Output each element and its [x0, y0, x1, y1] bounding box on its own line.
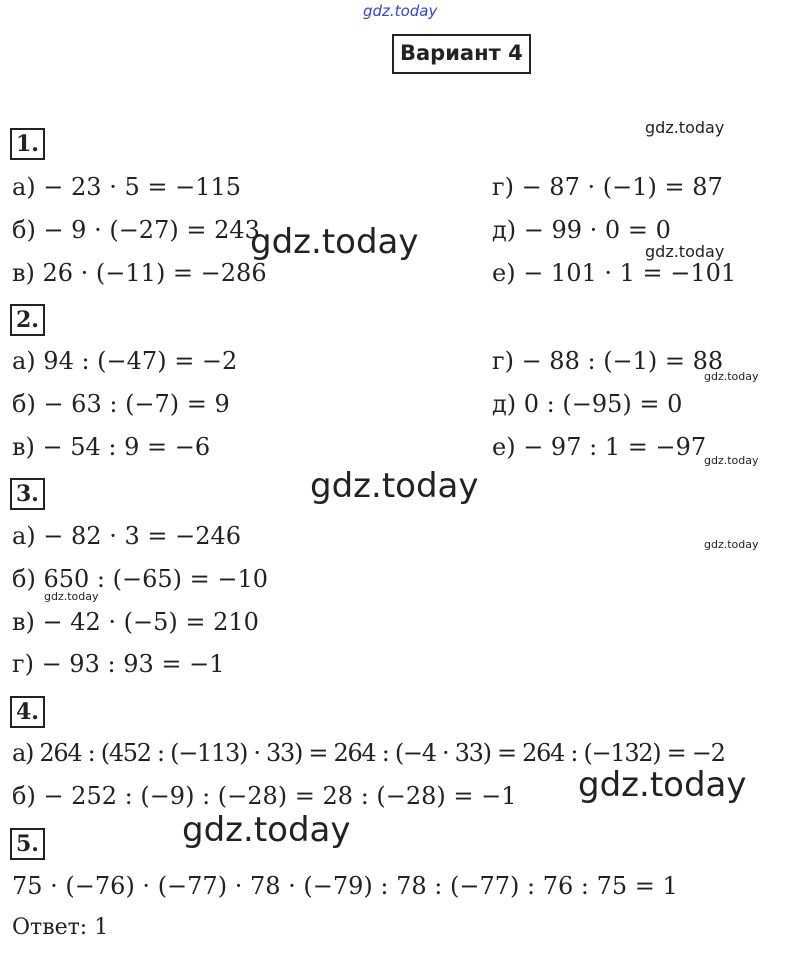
task-line: б) − 252 : (−9) : (−28) = 28 : (−28) = −1	[12, 782, 517, 810]
watermark: gdz.today	[645, 242, 725, 261]
task-line: а) − 23 · 5 = −115	[12, 173, 242, 201]
watermark: gdz.today	[578, 765, 747, 805]
task-number: 1.	[10, 128, 45, 160]
watermark: gdz.today	[182, 810, 351, 850]
answer: Ответ: 1	[12, 915, 109, 940]
task-line: г) − 93 : 93 = −1	[12, 650, 225, 678]
task-number: 2.	[10, 304, 45, 336]
watermark: gdz.today	[704, 370, 759, 383]
task-line: б) 650 : (−65) = −10	[12, 565, 268, 593]
task-line: г) − 88 : (−1) = 88	[492, 347, 724, 375]
task-line: г) − 87 · (−1) = 87	[492, 173, 723, 201]
page-title: Вариант 4	[392, 34, 531, 74]
task-number: 3.	[10, 478, 45, 510]
task-line: д) 0 : (−95) = 0	[492, 390, 683, 418]
watermark: gdz.today	[645, 118, 725, 137]
task-line: в) − 54 : 9 = −6	[12, 433, 211, 461]
task-line: а) 94 : (−47) = −2	[12, 347, 238, 375]
task-line: б) − 63 : (−7) = 9	[12, 390, 230, 418]
task-line: б) − 9 · (−27) = 243	[12, 216, 260, 244]
task-line: а) − 82 · 3 = −246	[12, 522, 242, 550]
watermark: gdz.today	[310, 466, 479, 506]
task-line: е) − 97 : 1 = −97	[492, 433, 707, 461]
watermark: gdz.today	[704, 538, 759, 551]
task-line: д) − 99 · 0 = 0	[492, 216, 671, 244]
task-line: 75 · (−76) · (−77) · 78 · (−79) : 78 : (−77) : 76 : 75 = 1	[12, 872, 678, 900]
task-number: 4.	[10, 696, 45, 728]
task-line: е) − 101 · 1 = −101	[492, 259, 737, 287]
task-line: а) 264 : (452 : (−113) · 33) = 264 : (−4 · 33) = 264 : (−132) = −2	[12, 739, 725, 767]
watermark-top: gdz.today	[363, 2, 438, 20]
watermark: gdz.today	[704, 454, 759, 467]
watermark: gdz.today	[250, 222, 419, 262]
task-number: 5.	[10, 828, 45, 860]
watermark: gdz.today	[44, 590, 99, 603]
task-line: в) 26 · (−11) = −286	[12, 259, 267, 287]
task-line: в) − 42 · (−5) = 210	[12, 608, 259, 636]
